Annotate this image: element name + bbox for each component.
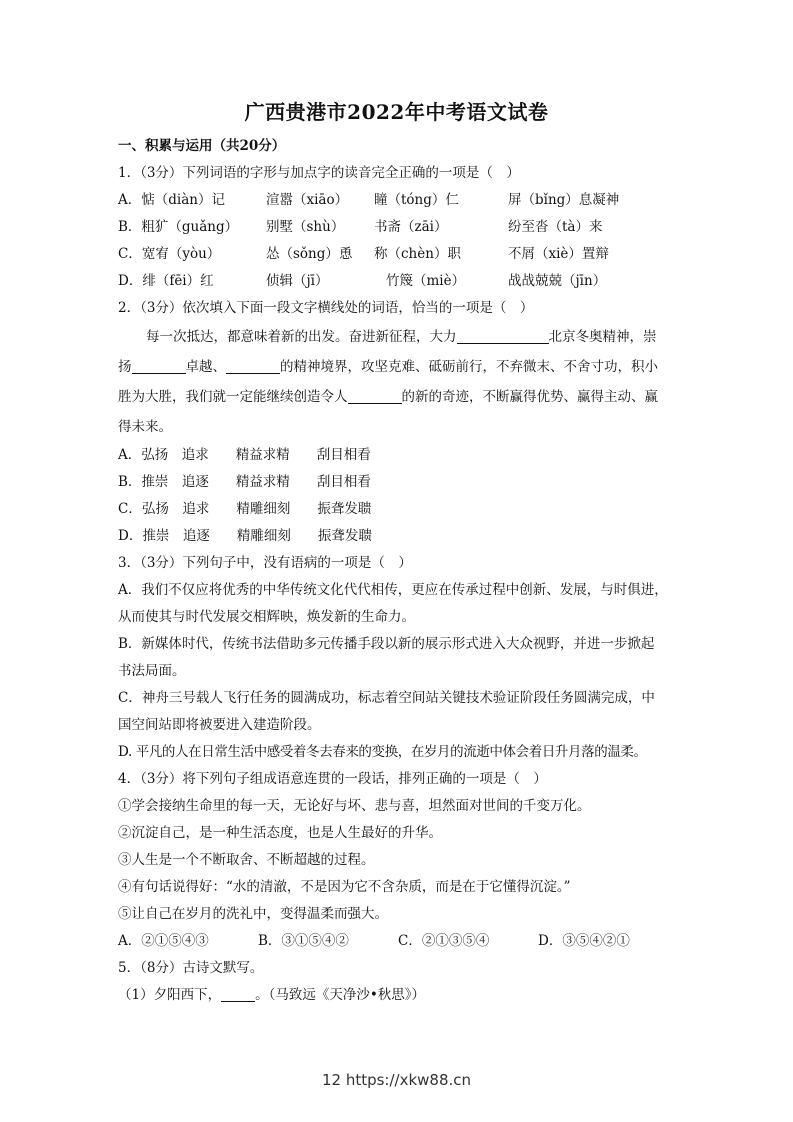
passage-text: 北京冬奥精神，崇 (548, 329, 657, 345)
option-word: A．惦（diàn）记 (118, 192, 225, 208)
question-5-item-1 (118, 982, 678, 1009)
question-2-option-a: A．弘扬 追求 精益求精 刮目相看 (118, 447, 371, 463)
passage-text: 的新的奇迹，不断赢得优势、赢得主动、赢 (401, 389, 658, 405)
option-word: 战战兢兢（jīn） (508, 273, 607, 289)
option-word: 书斋（zāi） (374, 219, 448, 235)
question-1-option-c (118, 241, 678, 268)
fill-blank (457, 327, 549, 344)
question-1-stem: 1．（3分）下列词语的字形与加点字的读音完全正确的一项是（ ） (118, 165, 520, 181)
question-3-option-b-cont: 书法局面。 (118, 663, 186, 679)
question-3-option-a-cont: 从而使其与时代发展交相辉映，焕发新的生命力。 (118, 609, 415, 625)
option-word: 竹篾（miè） (386, 273, 466, 289)
question-2-stem: 2．（3分）依次填入下面一段文字横线处的词语，恰当的一项是（ ） (118, 300, 534, 316)
question-4-sentence-4: ④有句话说得好：“水的清澈，不是因为它不含杂质，而是在于它懂得沉淀。” (118, 879, 571, 895)
poem-text: （1）夕阳西下， (118, 987, 222, 1003)
passage-text: 扬 (118, 359, 132, 375)
option-word: 纷至沓（tà）来 (508, 219, 603, 235)
passage-text: 的精神境界，攻坚克难、砥砺前行，不弃微末、不舍寸功，积小 (280, 359, 658, 375)
option-word: C．宽宥（yòu） (118, 246, 221, 262)
question-2-passage-line: 得未来。 (118, 419, 172, 435)
option-word: 渲嚣（xiāo） (266, 192, 349, 208)
question-4-sentence-1: ①学会接纳生命里的每一天，无论好与坏、悲与喜，坦然面对世间的千变万化。 (118, 798, 591, 814)
question-3-option-c-cont: 国空间站即将被要进入建造阶段。 (118, 717, 321, 733)
option-word: 不屑（xiè）置辩 (508, 246, 609, 262)
question-4-sentence-3: ③人生是一个不断取舍、不断超越的过程。 (118, 852, 375, 868)
fill-blank (348, 387, 402, 404)
option-word: 瞳（tóng）仁 (374, 192, 459, 208)
question-1-option-d (118, 268, 678, 295)
question-4-stem: 4．（3分）将下列句子组成语意连贯的一段话，排列正确的一项是（ ） (118, 771, 547, 787)
question-3-stem: 3．（3分）下列句子中，没有语病的一项是（ ） (118, 555, 412, 571)
question-2-option-d: D．推崇 追逐 精雕细刻 振聋发聩 (118, 528, 372, 544)
passage-text: 卓越、 (185, 359, 226, 375)
question-4-sentence-2: ②沉淀自己，是一种生活态度，也是人生最好的升华。 (118, 825, 442, 841)
question-4-option-a: A．②①⑤④③ (118, 933, 209, 949)
question-1-option-b (118, 214, 678, 241)
question-4-option-b: B．③①⑤④② (258, 933, 349, 949)
question-4-sentence-5: ⑤让自己在岁月的洗礼中，变得温柔而强大。 (118, 906, 388, 922)
question-1-option-a (118, 187, 678, 214)
page-footer: 12 https://xkw88.cn (321, 1071, 472, 1089)
passage-text: 每一次抵达，都意味着新的出发。奋进新征程，大力 (146, 329, 457, 345)
question-2-option-b: B．推崇 追逐 精益求精 刮目相看 (118, 474, 371, 490)
passage-text: 胜为大胜，我们就一定能继续创造令人 (118, 389, 348, 405)
fill-blank (221, 985, 255, 1002)
section-heading: 一、积累与运用（共20分） (118, 138, 286, 154)
option-word: 别墅（shù） (266, 219, 345, 235)
question-3-option-a: A．我们不仅应将优秀的中华传统文化代代相传，更应在传承过程中创新、发展，与时俱进， (118, 582, 668, 598)
question-4-option-c: C．②①③⑤④ (398, 933, 490, 949)
question-4-options (118, 928, 678, 955)
question-2-passage-line (118, 322, 678, 352)
question-5-stem: 5．（8分）古诗文默写。 (118, 960, 264, 976)
exam-content (118, 133, 678, 1009)
option-word: D．绯（fēi）红 (118, 273, 214, 289)
question-2-passage-line (118, 352, 678, 382)
option-word: B．粗犷（guǎng） (118, 219, 239, 235)
question-3-option-b: B．新媒体时代，传统书法借助多元传播手段以新的展示形式进入大众视野，并进一步掀起 (118, 636, 655, 652)
poem-source: 。（马致远《天净沙•秋思》） (255, 987, 426, 1003)
fill-blank (226, 357, 280, 374)
option-word: 屏（bǐng）息凝神 (508, 192, 620, 208)
question-4-option-d: D．③⑤④②① (538, 933, 630, 949)
question-2-passage-line (118, 382, 678, 412)
option-word: 称（chèn）职 (374, 246, 461, 262)
option-word: 怂（sǒng）恿 (266, 246, 353, 262)
fill-blank (132, 357, 186, 374)
option-word: 侦辑（jī） (266, 273, 329, 289)
exam-title: 广西贵港市2022年中考语文试卷 (244, 100, 549, 124)
question-3-option-d: D. 平凡的人在日常生活中感受着冬去春来的变换，在岁月的流逝中体会着日升月落的温柔。 (118, 744, 647, 760)
question-3-option-c: C．神舟三号载人飞行任务的圆满成功，标志着空间站关键技术验证阶段任务圆满完成，中 (118, 690, 655, 706)
question-2-option-c: C．弘扬 追求 精雕细刻 振聋发聩 (118, 501, 372, 517)
